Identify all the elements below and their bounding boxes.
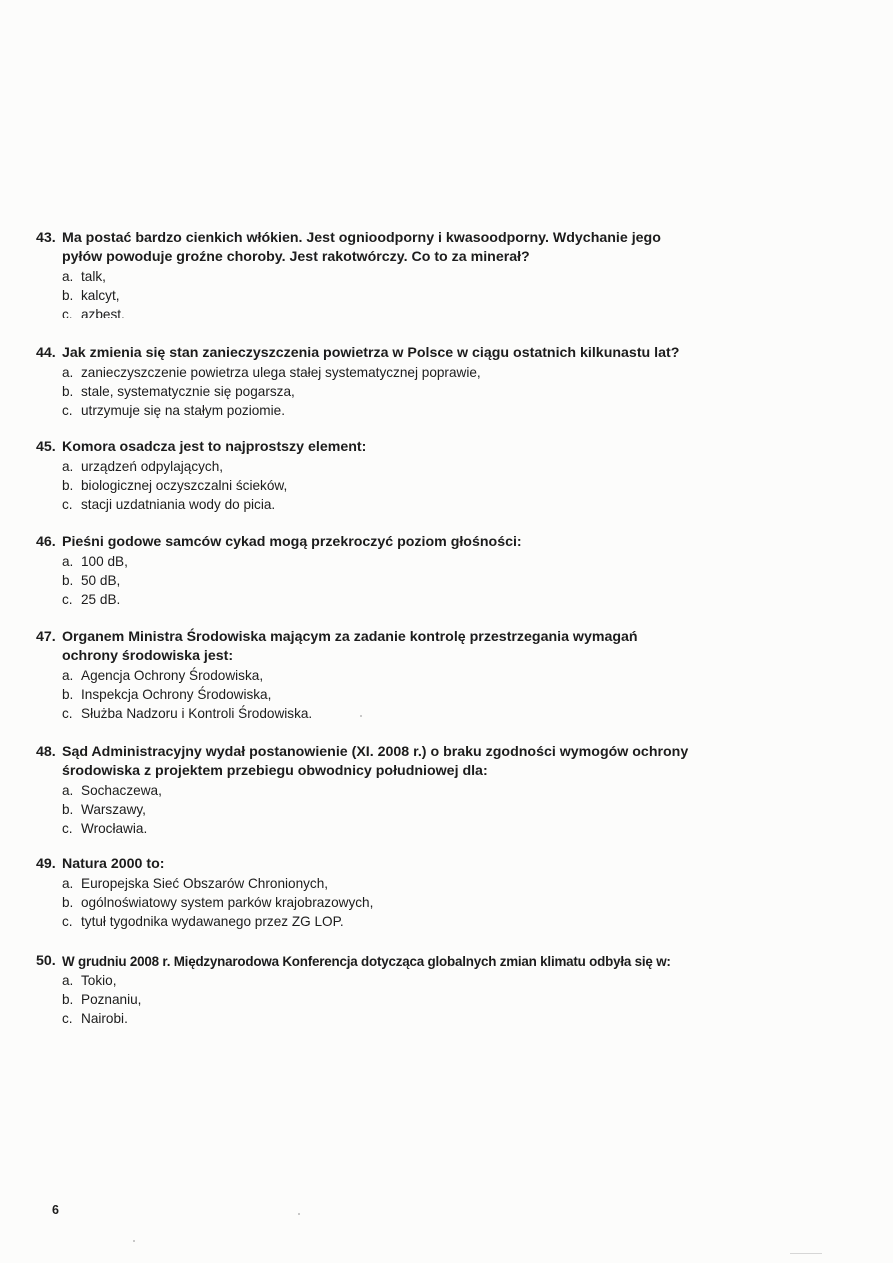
- answer-option-a: [36, 971, 856, 990]
- option-letter: a.: [62, 876, 74, 891]
- option-letter: c.: [62, 1011, 73, 1027]
- answer-option-b: [36, 990, 856, 1009]
- option-letter: c.: [62, 821, 73, 837]
- answer-option-c: [36, 704, 856, 723]
- option-text: 50 dB,: [81, 573, 121, 589]
- option-text: stale, systematycznie się pogarsza,: [81, 384, 295, 400]
- answer-options: [36, 363, 856, 421]
- answer-option-b: [36, 382, 856, 401]
- option-letter: c.: [62, 497, 73, 513]
- option-text: biologicznej oczyszczalni ścieków,: [81, 478, 288, 494]
- option-letter: a.: [62, 783, 74, 798]
- answer-option-b: [36, 800, 856, 819]
- answer-options: [36, 552, 856, 610]
- option-letter: c.: [62, 706, 73, 722]
- option-letter: a.: [62, 668, 74, 683]
- answer-option-b: [36, 476, 856, 495]
- question-43: [36, 229, 856, 318]
- question-48: [36, 743, 856, 839]
- option-text: zanieczyszczenie powietrza ulega stałej systematycznej poprawie,: [81, 365, 481, 380]
- question-text: Komora osadcza jest to najprostszy element:: [62, 439, 367, 455]
- option-letter: c.: [62, 403, 73, 419]
- answer-option-c: [36, 1009, 856, 1028]
- answer-option-c: [36, 819, 856, 838]
- question-44: [36, 344, 856, 421]
- answer-option-b: [36, 286, 856, 305]
- scan-speck: [133, 1240, 135, 1242]
- question-number: 48.: [36, 744, 56, 760]
- answer-option-c: [36, 495, 856, 514]
- question-number: 50.: [36, 953, 56, 969]
- answer-options: [36, 874, 856, 932]
- answer-options: [36, 971, 856, 1029]
- option-letter: b.: [62, 802, 74, 818]
- question-46: [36, 533, 856, 610]
- question-text: Jak zmienia się stan zanieczyszczenia powietrza w Polsce w ciągu ostatnich kilkunastu lat?: [62, 345, 680, 361]
- option-text: utrzymuje się na stałym poziomie.: [81, 403, 285, 419]
- answer-option-b: [36, 893, 856, 912]
- answer-options: [36, 781, 856, 839]
- option-letter: b.: [62, 288, 74, 304]
- answer-option-a: [36, 457, 856, 476]
- answer-option-a: [36, 552, 856, 571]
- question-heading: [36, 344, 856, 363]
- question-heading: [36, 628, 856, 666]
- question-number: 43.: [36, 230, 56, 246]
- question-text: Pieśni godowe samców cykad mogą przekroczyć poziom głośności:: [62, 534, 522, 550]
- option-text: tytuł tygodnika wydawanego przez ZG LOP.: [81, 914, 344, 930]
- question-number: 45.: [36, 439, 56, 455]
- option-letter: b.: [62, 687, 74, 703]
- answer-options: [36, 666, 856, 724]
- question-heading: [36, 438, 856, 457]
- answer-option-b: [36, 685, 856, 704]
- option-text: Sochaczewa,: [81, 783, 162, 798]
- option-text: ogólnoświatowy system parków krajobrazowych,: [81, 895, 374, 911]
- option-letter: c.: [62, 307, 73, 319]
- answer-option-c: [36, 401, 856, 420]
- answer-option-a: [36, 874, 856, 893]
- option-letter: b.: [62, 992, 74, 1008]
- question-text: Natura 2000 to:: [62, 856, 165, 872]
- option-text: Tokio,: [81, 973, 117, 988]
- option-letter: c.: [62, 592, 73, 608]
- option-text: Nairobi.: [81, 1011, 128, 1027]
- option-letter: b.: [62, 895, 74, 911]
- question-number: 47.: [36, 629, 56, 645]
- option-text: stacji uzdatniania wody do picia.: [81, 497, 276, 513]
- option-letter: b.: [62, 573, 74, 589]
- option-text: urządzeń odpylających,: [81, 459, 224, 474]
- answer-options: [36, 267, 856, 318]
- option-text: Warszawy,: [81, 802, 146, 818]
- question-47: [36, 628, 856, 724]
- question-heading: [36, 533, 856, 552]
- option-letter: a.: [62, 269, 74, 284]
- option-text: Poznaniu,: [81, 992, 142, 1008]
- question-heading: [36, 229, 856, 267]
- option-text: Służba Nadzoru i Kontroli Środowiska.: [81, 706, 313, 722]
- scan-speck: [298, 1213, 300, 1215]
- scan-speck: [360, 715, 362, 717]
- answer-option-a: [36, 666, 856, 685]
- answer-option-a: [36, 781, 856, 800]
- option-text: talk,: [81, 269, 106, 284]
- page-number: 6: [52, 1203, 59, 1217]
- option-text: azbest.: [81, 307, 125, 319]
- question-45: [36, 438, 856, 515]
- option-text: 25 dB.: [81, 592, 121, 608]
- option-letter: b.: [62, 384, 74, 400]
- option-letter: a.: [62, 459, 74, 474]
- option-letter: a.: [62, 973, 74, 988]
- option-letter: a.: [62, 365, 74, 380]
- option-text: kalcyt,: [81, 288, 120, 304]
- option-letter: a.: [62, 554, 74, 569]
- option-text: Wrocławia.: [81, 821, 148, 837]
- answer-option-b: [36, 571, 856, 590]
- question-heading: [36, 855, 856, 874]
- answer-options: [36, 457, 856, 515]
- question-number: 44.: [36, 345, 56, 361]
- question-text: Organem Ministra Środowiska mającym za zadanie kontrolę przestrzegania wymagań ochrony środowiska jest:: [62, 629, 638, 664]
- question-heading: [36, 743, 856, 781]
- option-text: 100 dB,: [81, 554, 128, 569]
- option-letter: c.: [62, 914, 73, 930]
- option-text: Europejska Sieć Obszarów Chronionych,: [81, 876, 329, 891]
- answer-option-c: [36, 912, 856, 931]
- question-50: [36, 952, 856, 1029]
- option-text: Inspekcja Ochrony Środowiska,: [81, 687, 272, 703]
- answer-option-c: [36, 590, 856, 609]
- question-number: 46.: [36, 534, 56, 550]
- question-text: Ma postać bardzo cienkich włókien. Jest ognioodporny i kwasoodporny. Wdychanie jego pyłów powoduje groźne choroby. Jest rakotwórczy. Co to za minerał?: [62, 230, 661, 265]
- option-letter: b.: [62, 478, 74, 494]
- question-number: 49.: [36, 856, 56, 872]
- answer-option-c: [36, 305, 856, 318]
- question-text: W grudniu 2008 r. Międzynarodowa Konferencja dotycząca globalnych zmian klimatu odbyła się w:: [62, 954, 671, 969]
- answer-option-a: [36, 363, 856, 382]
- option-text: Agencja Ochrony Środowiska,: [81, 668, 264, 683]
- question-49: [36, 855, 856, 932]
- question-text: Sąd Administracyjny wydał postanowienie (XI. 2008 r.) o braku zgodności wymogów ochrony środowiska z projektem przebiegu obwodnicy południowej dla:: [62, 744, 689, 779]
- scan-edge-mark: [790, 1253, 822, 1254]
- answer-option-a: [36, 267, 856, 286]
- question-heading: [36, 952, 856, 971]
